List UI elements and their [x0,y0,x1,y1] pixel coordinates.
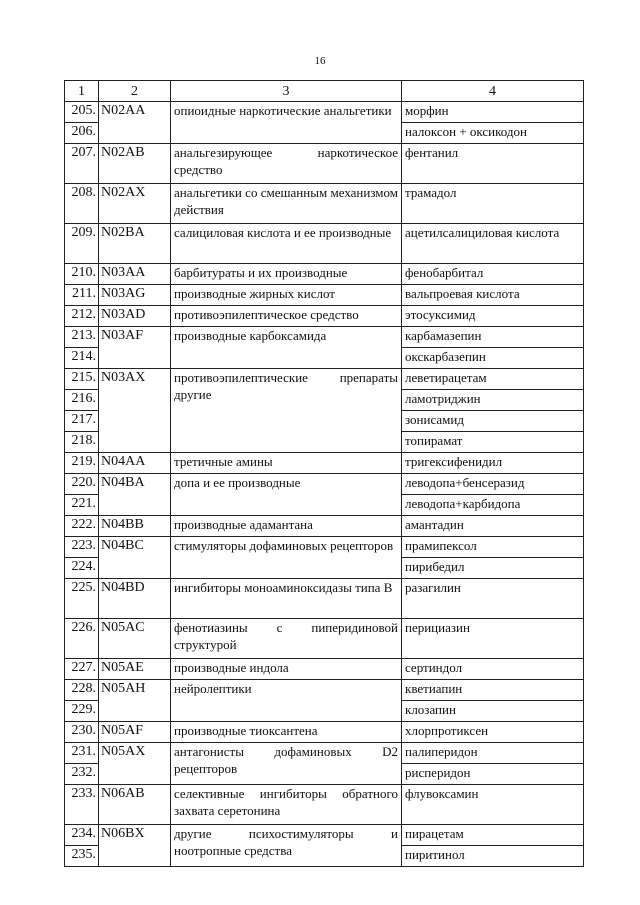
row-number: 205. [65,102,99,123]
medication-name: рисперидон [402,764,584,785]
table-row [65,306,584,327]
table-row [65,144,584,184]
table-row [65,285,584,306]
pharmacological-group: противоэпилептические препараты другие [171,369,402,453]
row-number: 219. [65,453,99,474]
row-number: 224. [65,558,99,579]
row-number: 230. [65,722,99,743]
row-number: 209. [65,224,99,264]
pharmacological-group: допа и ее производные [171,474,402,516]
atc-code: N02AB [99,144,171,184]
page-number: 16 [314,55,326,67]
medication-name: перициазин [402,619,584,659]
row-number: 221. [65,495,99,516]
pharmacological-group: другие психостимуляторы и ноотропные средства [171,825,402,867]
medication-name: фенобарбитал [402,264,584,285]
table-body [65,102,584,867]
medication-name: леводопа+карбидопа [402,495,584,516]
pharmacological-group: производные индола [171,659,402,680]
atc-code: N06BX [99,825,171,867]
pharmacological-group: производные жирных кислот [171,285,402,306]
table-row [65,680,584,701]
medication-name: окскарбазепин [402,348,584,369]
medication-name: карбамазепин [402,327,584,348]
header-col-4: 4 [402,81,584,102]
medication-name: прамипексол [402,537,584,558]
medication-name: зонисамид [402,411,584,432]
pharmacological-group: противоэпилептическое средство [171,306,402,327]
header-col-3: 3 [171,81,402,102]
medication-name: пиритинол [402,846,584,867]
row-number: 214. [65,348,99,369]
atc-code: N05AX [99,743,171,785]
atc-code: N04BD [99,579,171,619]
table-row [65,537,584,558]
pharmacological-group: стимуляторы дофаминовых рецепторов [171,537,402,579]
atc-code: N06AB [99,785,171,825]
medication-name: пирацетам [402,825,584,846]
medication-name: хлорпротиксен [402,722,584,743]
medication-name: топирамат [402,432,584,453]
table-row [65,579,584,619]
row-number: 216. [65,390,99,411]
row-number: 206. [65,123,99,144]
table-row [65,102,584,123]
table-row [65,327,584,348]
medication-name: вальпроевая кислота [402,285,584,306]
row-number: 212. [65,306,99,327]
row-number: 235. [65,846,99,867]
medication-name: ламотриджин [402,390,584,411]
header-row [65,81,584,102]
pharmacological-group: производные адамантана [171,516,402,537]
atc-code: N04AA [99,453,171,474]
row-number: 227. [65,659,99,680]
row-number: 210. [65,264,99,285]
medication-name: амантадин [402,516,584,537]
row-number: 208. [65,184,99,224]
table-row [65,825,584,846]
medication-name: клозапин [402,701,584,722]
row-number: 234. [65,825,99,846]
table-row [65,184,584,224]
medication-name: этосуксимид [402,306,584,327]
pharmacological-group: анальгезирующее наркотическое средство [171,144,402,184]
row-number: 222. [65,516,99,537]
row-number: 220. [65,474,99,495]
pharmacological-group: опиоидные наркотические анальгетики [171,102,402,144]
atc-code: N03AG [99,285,171,306]
atc-code: N03AD [99,306,171,327]
medication-name: морфин [402,102,584,123]
atc-code: N04BC [99,537,171,579]
pharmacological-group: селективные ингибиторы обратного захвата серетонина [171,785,402,825]
medication-name: ацетилсалициловая кислота [402,224,584,264]
table-row [65,722,584,743]
row-number: 223. [65,537,99,558]
table-row [65,743,584,764]
table-row [65,224,584,264]
pharmacological-group: нейролептики [171,680,402,722]
medication-name: флувоксамин [402,785,584,825]
header-col-1: 1 [65,81,99,102]
table-row [65,264,584,285]
row-number: 207. [65,144,99,184]
medication-name: кветиапин [402,680,584,701]
table-row [65,785,584,825]
atc-code: N05AE [99,659,171,680]
row-number: 229. [65,701,99,722]
row-number: 215. [65,369,99,390]
drug-table [64,80,584,867]
medication-name: палиперидон [402,743,584,764]
row-number: 226. [65,619,99,659]
atc-code: N02AX [99,184,171,224]
row-number: 213. [65,327,99,348]
pharmacological-group: фенотиазины с пиперидиновой структурой [171,619,402,659]
pharmacological-group: салициловая кислота и ее производные [171,224,402,264]
atc-code: N04BA [99,474,171,516]
table-row [65,516,584,537]
pharmacological-group: антагонисты дофаминовых D2 рецепторов [171,743,402,785]
atc-code: N03AX [99,369,171,453]
row-number: 231. [65,743,99,764]
medication-name: трамадол [402,184,584,224]
atc-code: N03AF [99,327,171,369]
atc-code: N02AA [99,102,171,144]
medication-name: пирибедил [402,558,584,579]
row-number: 228. [65,680,99,701]
row-number: 233. [65,785,99,825]
medication-name: разагилин [402,579,584,619]
medication-name: сертиндол [402,659,584,680]
pharmacological-group: барбитураты и их производные [171,264,402,285]
table-row [65,474,584,495]
medication-name: тригексифенидил [402,453,584,474]
pharmacological-group: анальгетики со смешанным механизмом действия [171,184,402,224]
atc-code: N04BB [99,516,171,537]
medication-name: леводопа+бенсеразид [402,474,584,495]
header-col-2: 2 [99,81,171,102]
pharmacological-group: ингибиторы моноаминоксидазы типа В [171,579,402,619]
atc-code: N02BA [99,224,171,264]
pharmacological-group: производные тиоксантена [171,722,402,743]
atc-code: N05AF [99,722,171,743]
table-row [65,659,584,680]
medication-name: налоксон + оксикодон [402,123,584,144]
row-number: 217. [65,411,99,432]
row-number: 232. [65,764,99,785]
medication-name: леветирацетам [402,369,584,390]
table-row [65,369,584,390]
table-row [65,453,584,474]
pharmacological-group: производные карбоксамида [171,327,402,369]
row-number: 218. [65,432,99,453]
atc-code: N05AH [99,680,171,722]
row-number: 225. [65,579,99,619]
row-number: 211. [65,285,99,306]
medication-name: фентанил [402,144,584,184]
atc-code: N05AC [99,619,171,659]
pharmacological-group: третичные амины [171,453,402,474]
table-row [65,619,584,659]
atc-code: N03AA [99,264,171,285]
